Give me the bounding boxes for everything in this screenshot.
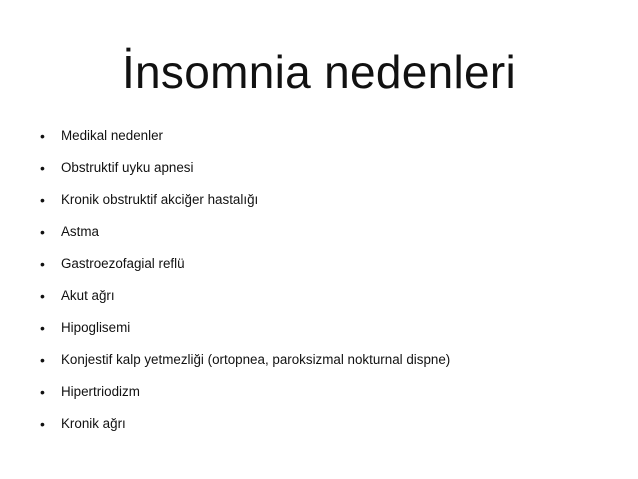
list-item-text: Medikal nedenler (61, 128, 163, 143)
bullet-icon: • (40, 320, 45, 336)
list-item-text: Konjestif kalp yetmezliği (ortopnea, paroksizmal nokturnal dispne) (61, 352, 451, 367)
list-item-text: Kronik ağrı (61, 416, 126, 431)
list-item-text: Akut ağrı (61, 288, 115, 303)
list-item (40, 158, 620, 190)
slide-title: İnsomnia nedenleri (121, 46, 517, 98)
bullet-icon: • (40, 128, 45, 144)
bullet-icon: • (40, 352, 45, 368)
bullet-icon: • (40, 192, 45, 208)
list-item (40, 350, 620, 382)
bullet-icon: • (40, 416, 45, 432)
list-item (40, 414, 620, 446)
bullet-icon: • (40, 384, 45, 400)
list-item (40, 190, 620, 222)
bullet-list (40, 126, 620, 446)
bullet-icon: • (40, 160, 45, 176)
list-item-text: Astma (61, 224, 99, 239)
list-item (40, 254, 620, 286)
list-item (40, 286, 620, 318)
list-item-text: Hipertriodizm (61, 384, 140, 399)
list-item-text: Obstruktif uyku apnesi (61, 160, 194, 175)
list-item (40, 318, 620, 350)
list-item (40, 126, 620, 158)
list-item-text: Hipoglisemi (61, 320, 131, 335)
list-item-text: Gastroezofagial reflü (61, 256, 185, 271)
list-item-text: Kronik obstruktif akciğer hastalığı (61, 192, 259, 207)
list-item (40, 382, 620, 414)
bullet-icon: • (40, 224, 45, 240)
bullet-icon: • (40, 288, 45, 304)
bullet-icon: • (40, 256, 45, 272)
list-item (40, 222, 620, 254)
